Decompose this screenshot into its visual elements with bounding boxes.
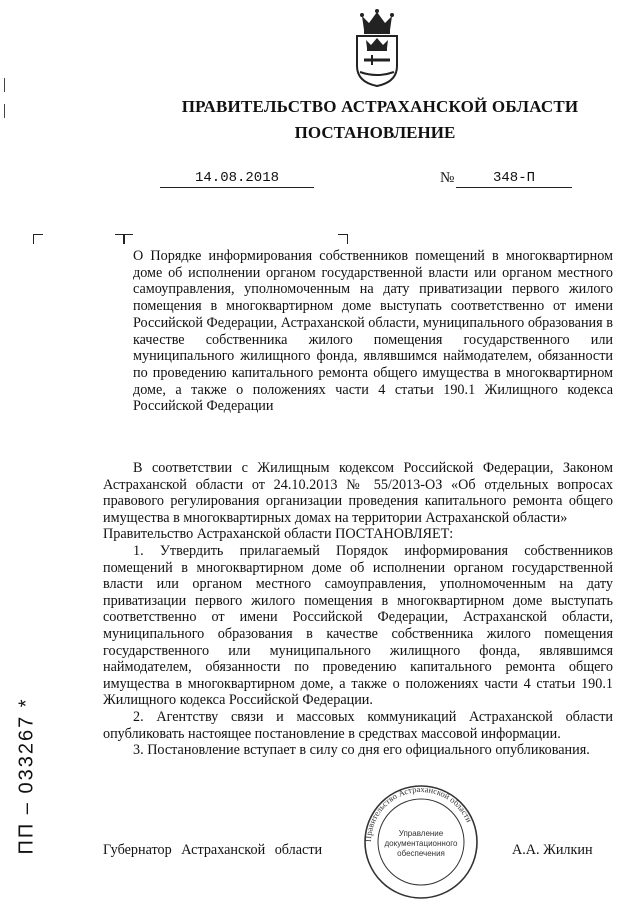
government-title: ПРАВИТЕЛЬСТВО АСТРАХАНСКОЙ ОБЛАСТИ [181,97,579,116]
document-subject: О Порядке информирования собственников помещений в многоквартирном доме об исполнении органом государственной власти или органом местного самоуправления, уполномоченным на дату приватизации первого жилого помещения в многоквартирном доме выступать соответственно от имени Российской Федерации, Астраханской области, муниципального образования в качестве собственника жилого помещения государственного или муниципального жилищного фонда, являвшимся наймодателем, обязанности по проведению капитального ремонта общего имущества в многоквартирном доме, а также о положениях части 4 статьи 190.1 Жилищного кодекса Российской Федерации [133,248,613,415]
seal-center-line-2: документационного [384,839,458,848]
signatory-name: А.А. Жилкин [512,842,593,858]
document-type: ПОСТАНОВЛЕНИЕ [294,123,456,142]
official-seal [355,782,487,900]
margin-mark [4,78,5,92]
side-serial-stamp [4,690,44,860]
corner-mark [338,234,348,244]
side-serial-text: ПП – 033267 * [15,697,38,855]
corner-mark [33,234,43,244]
resolves-line: Правительство Астраханской области ПОСТАНОВЛЯЕТ: [103,526,454,543]
document-number: 348-П [456,170,572,188]
number-label: № [440,170,455,186]
seal-ring-text: Правительство Астраханской области [362,783,475,843]
coat-of-arms-emblem [350,8,404,88]
item-3-paragraph: 3. Постановление вступает в силу со дня его официального опубликования. [133,742,590,759]
item-2-paragraph: 2. Агентству связи и массовых коммуникаций Астраханской области опубликовать настоящее постановление в средствах массовой информации. [103,708,613,742]
margin-mark [4,104,5,118]
signatory-role: Губернатор Астраханской области [103,842,323,858]
corner-mark [123,234,133,244]
preamble-paragraph: В соответствии с Жилищным кодексом Российской Федерации, Законом Астраханской области от 24.10.2013 № 55/2013-ОЗ «Об отдельных вопросах правового регулирования организации проведения капитального ремонта общего имущества в многоквартирных домах на территории Астраханской области» [103,460,613,526]
document-date: 14.08.2018 [160,170,314,188]
item-1-paragraph: 1. Утвердить прилагаемый Порядок информирования собственников помещений в многоквартирном доме об исполнении органом государственной власти или органом местного самоуправления, уполномоченным на дату приватизации первого жилого помещения в многоквартирном доме выступать соответственно от имени Российской Федерации, Астраханской области, муниципального образования в качестве собственника жилого помещения государственного или муниципального жилищного фонда, являвшимся наймодателем, обязанности по проведению капитального ремонта общего имущества в многоквартирном доме, а также о положениях части 4 статьи 190.1 Жилищного кодекса Российской Федерации. [103,542,613,709]
seal-center-line-3: обеспечения [397,849,445,858]
document-body [103,460,613,759]
seal-center-line-1: Управление [398,829,444,838]
